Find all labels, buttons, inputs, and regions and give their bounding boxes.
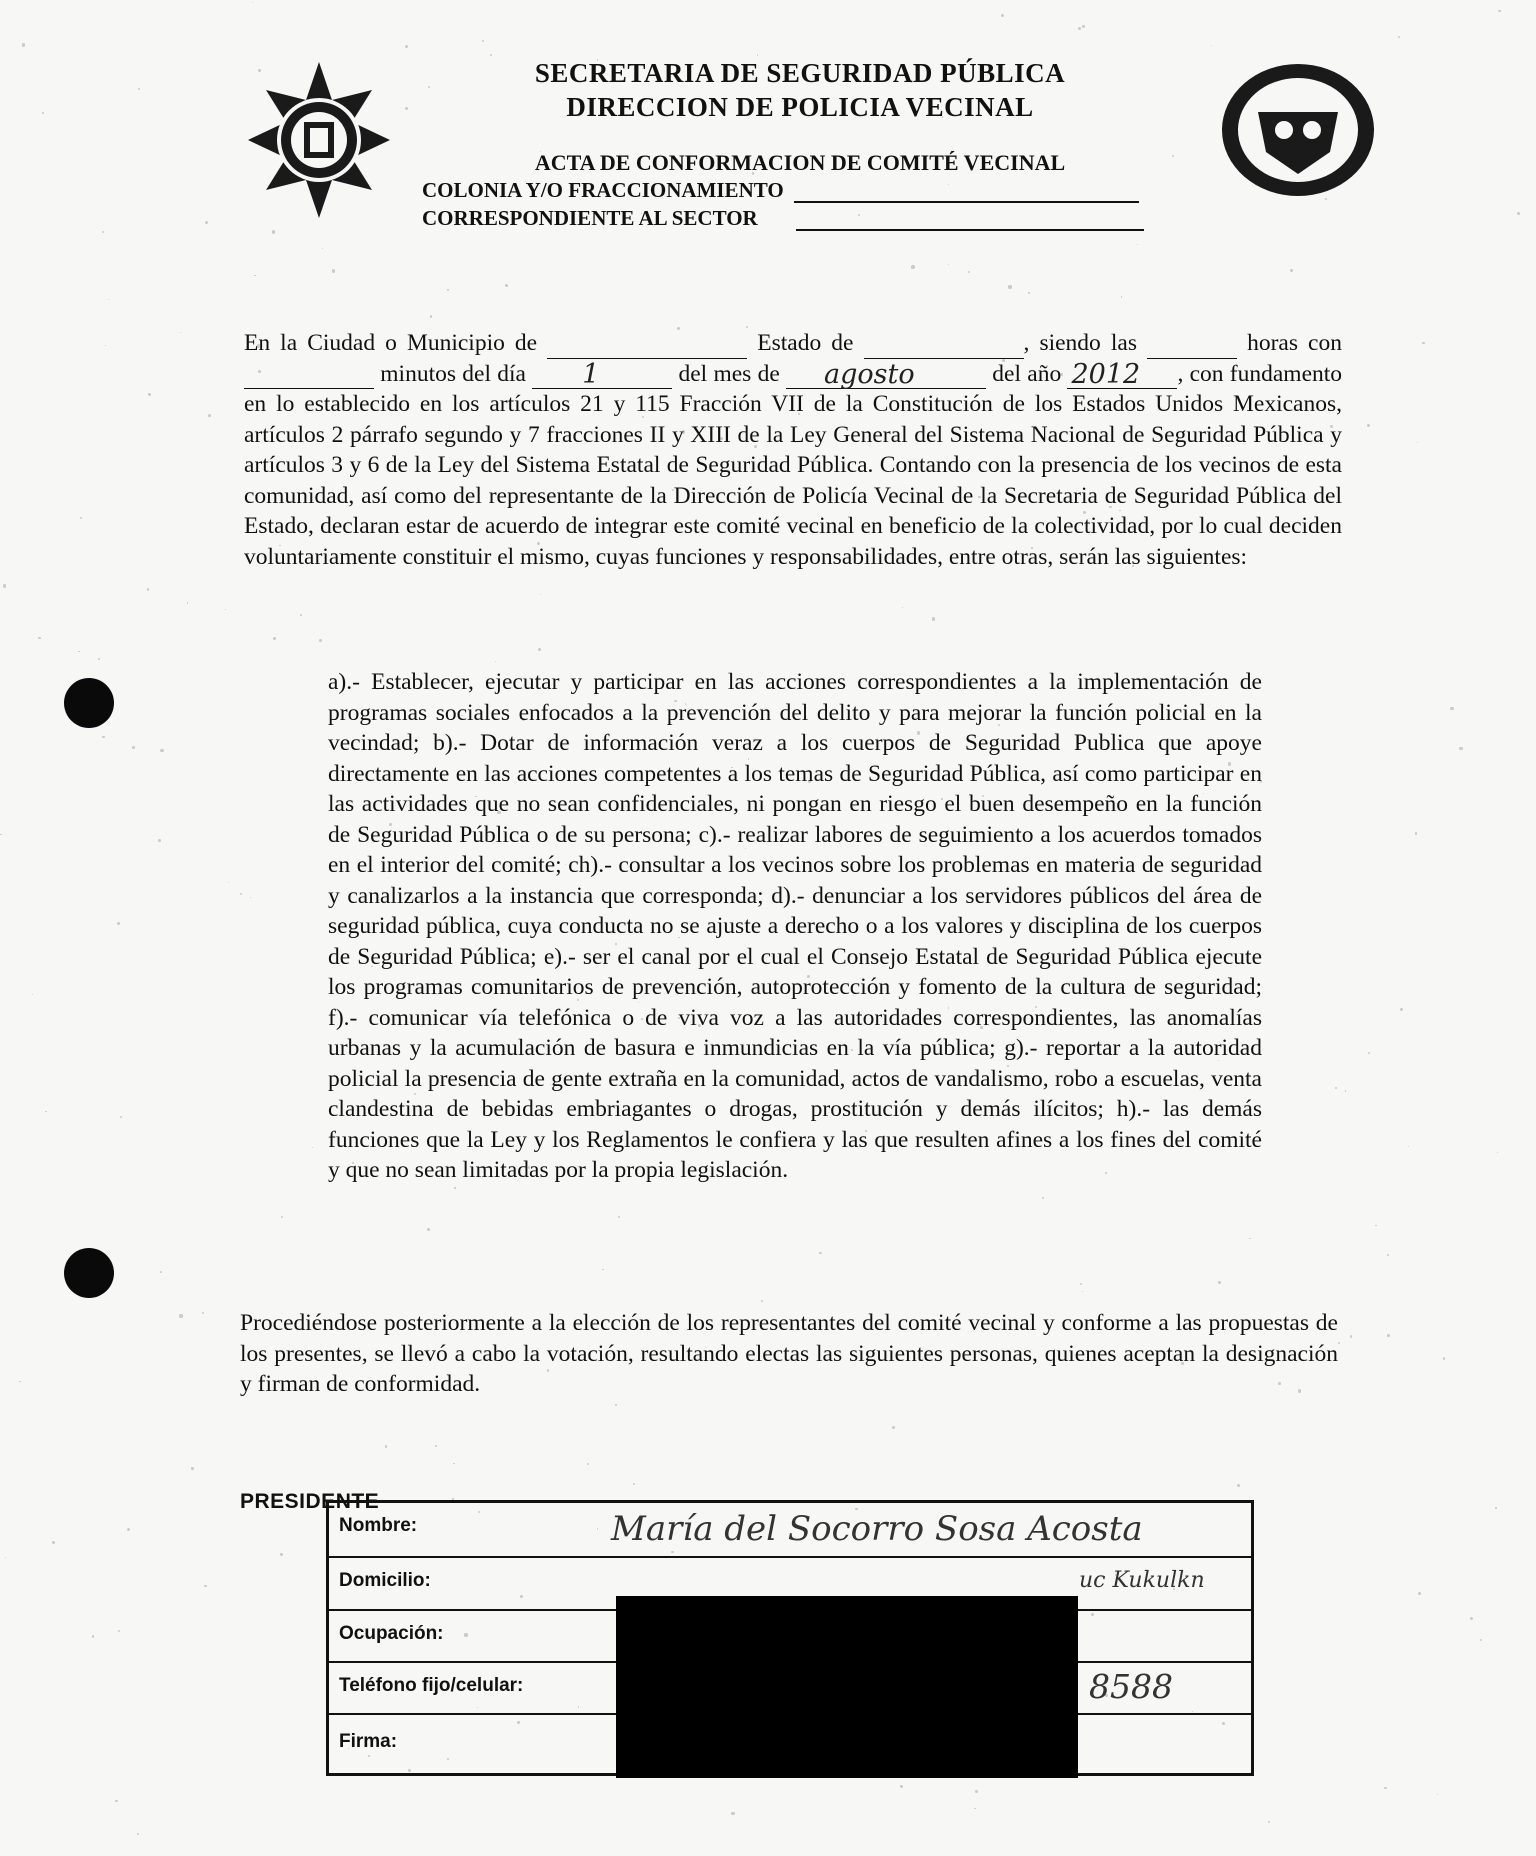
scan-speck [1418,1592,1421,1595]
scan-speck [1028,292,1030,294]
intro-text-4: horas con [1247,330,1342,356]
dia-blank [532,358,672,390]
scan-speck [1480,1639,1482,1641]
sector-field [422,206,1144,231]
punch-hole [64,678,114,728]
scan-speck [1290,269,1293,272]
scan-speck [587,1463,589,1465]
scan-speck [105,345,106,346]
scan-speck [32,994,33,995]
scan-speck [45,1111,47,1113]
scan-speck [1082,25,1085,28]
scan-speck [761,1300,763,1302]
scan-speck [1042,1197,1044,1199]
scan-speck [1398,36,1400,38]
scan-speck [1082,1291,1083,1292]
scan-speck [1335,1087,1337,1089]
intro-text-5: minutos del día [380,360,526,387]
scan-speck [1367,424,1370,427]
scan-speck [1417,442,1418,443]
scan-speck [1415,832,1418,835]
scan-speck [115,1800,117,1802]
scan-speck [52,1541,55,1544]
municipio-blank [547,336,747,359]
scan-speck [1459,747,1462,750]
scan-speck [191,1467,193,1469]
scan-speck [1495,1507,1497,1509]
scan-speck [454,1187,455,1188]
scan-speck [187,602,189,604]
state-seal-emblem-icon [1218,60,1378,200]
scan-speck [102,736,105,739]
scan-speck [615,1404,618,1407]
scan-speck [5,1557,6,1558]
scan-speck [819,1252,821,1254]
header-line-2: DIRECCION DE POLICIA VECINAL [566,92,1034,122]
scan-speck [948,264,950,266]
scan-speck [160,749,163,752]
mes-blank [786,358,986,390]
scan-speck [332,269,335,272]
scan-speck [148,393,151,396]
scan-speck [158,839,161,842]
scan-speck [300,614,302,616]
scan-speck [405,45,408,48]
mes-handwritten: agosto [824,358,915,390]
scan-speck [892,1426,895,1429]
scan-speck [505,284,507,286]
scan-speck [252,2,253,3]
scan-speck [250,897,251,898]
scan-speck [1443,1357,1445,1359]
scan-speck [322,248,323,249]
scan-speck [911,265,914,268]
scan-speck [92,1635,95,1638]
scan-speck [1375,1225,1376,1226]
scan-speck [127,1528,130,1531]
intro-text-1: En la Ciudad o Municipio de [244,330,538,356]
scan-speck [435,1445,437,1447]
scan-speck [427,1228,430,1231]
scan-speck [385,1445,387,1447]
scan-speck [447,289,449,291]
header-title [420,56,1180,124]
scan-speck [3,584,6,587]
scan-speck [974,1808,975,1809]
scan-speck [240,893,242,895]
president-heading: PRESIDENTE [240,1490,380,1513]
scan-speck [281,1216,283,1218]
scan-speck [38,637,41,640]
election-paragraph: Procediéndose posteriormente a la elección de los representantes del comité vecinal y conforme a las propuestas de los presentes, se llevó a cabo la votación, resultando electas las siguientes personas, quienes aceptan la designación y firman de conformidad. [240,1310,1338,1397]
scan-speck [208,414,211,417]
scan-speck [1008,285,1011,288]
scan-speck [228,882,230,884]
dia-handwritten: 1 [582,358,600,390]
scan-speck [1218,1281,1221,1284]
scan-speck [179,1314,182,1317]
hora-blank [1147,336,1237,359]
scan-speck [118,1630,120,1632]
scan-speck [137,1833,139,1835]
scan-speck [1400,1008,1403,1011]
scan-speck [1497,1152,1498,1153]
row-value: María del Socorro Sosa Acosta [611,1509,1143,1549]
colonia-field [422,178,1139,203]
intro-text-7: del año [992,360,1062,387]
scan-speck [902,607,903,608]
row-value: 8588 [1089,1667,1173,1706]
scan-speck [225,609,226,610]
header-line-1: SECRETARIA DE SEGURIDAD PÚBLICA [534,58,1066,88]
punch-hole [64,1248,114,1298]
anio-handwritten: 2012 [1071,358,1141,390]
intro-text-2: Estado de [757,330,854,356]
scan-speck [538,648,541,651]
scan-speck [900,1785,903,1788]
functions-paragraph: a).- Establecer, ejecutar y participar en las acciones correspondientes a la implementación de programas sociales enfocados a la prevención del delito y para mejorar la función policial en la vecindad; b).- Dotar de información veraz a los cuerpos de Seguridad Publica que apoye directamente en las acciones competentes a los temas de Seguridad Pública, así como participar en las actividades que no sean confidenciales, ni pongan en riesgo el buen desempeño en la función de Seguridad Pública o de su persona; c).- realizar labores de seguimiento a los acuerdos tomados en el interior del comité; ch).- consultar a los vecinos sobre los problemas en materia de seguridad y canalizarlos a la instancia que corresponda; d).- denunciar a los servidores públicos del área de seguridad pública, cuya conducta no se ajuste a derecho o a los valores y disciplina de los cuerpos de Seguridad Pública; e).- ser el canal por el cual el Consejo Estatal de Seguridad Pública ejecute los programas comunitarios de prevención, autoprotección y fomento de la cultura de seguridad; f).- comunicar vía telefónica o de viva voz a las autoridades correspondientes, las anomalías urbanas y la acumulación de basura e inmundicias en la vía pública; g).- reportar a la autoridad policial la presencia de gente extraña en la comunidad, actos de vandalismo, robo a escuelas, venta clandestina de bebidas embriagantes o drogas, prostitución y demás ilícitos; h).- las demás funciones que la Ley y los Reglamentos le confiera y las que resulten afines a los fines del comité y que no sean limitadas por la propia legislación. [328,669,1262,1183]
scan-speck [968,271,970,273]
scan-speck [1350,1335,1352,1337]
scan-speck [108,299,109,300]
scan-speck [731,1812,734,1815]
scan-speck [1437,1794,1438,1795]
scan-speck [1237,1484,1240,1487]
scan-speck [204,1585,207,1588]
scan-speck [280,1553,282,1555]
scan-speck [0,834,2,836]
scan-speck [1080,1283,1082,1285]
scan-speck [1211,45,1212,46]
scan-speck [482,40,484,42]
scan-speck [120,1116,122,1118]
scan-speck [205,221,208,224]
scan-speck [78,651,80,653]
scan-speck [319,639,322,642]
scan-speck [1001,14,1004,17]
redaction-block [616,1596,1078,1778]
scan-speck [1387,1334,1390,1337]
scan-speck [405,107,408,110]
scan-speck [202,1312,204,1314]
document-title: ACTA DE CONFORMACION DE COMITÉ VECINAL [534,150,1066,175]
scan-speck [975,1790,978,1793]
scan-speck [272,230,275,233]
scan-speck [495,661,496,662]
row-label: Domicilio: [339,1570,431,1591]
estado-blank [864,336,1024,359]
scan-speck [132,746,135,749]
intro-text-6: del mes de [678,360,780,387]
row-label: Firma: [339,1731,398,1752]
scan-speck [1078,27,1081,30]
minutos-blank [244,366,374,389]
colonia-label: COLONIA Y/O FRACCIONAMIENTO [422,178,784,202]
scan-speck [1338,1342,1340,1344]
scan-speck [633,1483,635,1485]
scan-speck [1387,1254,1389,1256]
scan-speck [19,1381,20,1382]
scan-speck [1450,707,1453,710]
scan-speck [98,658,100,660]
scan-speck [42,112,44,114]
row-label: Teléfono fijo/celular: [339,1675,524,1696]
scan-speck [1368,1052,1370,1054]
scan-speck [160,1271,162,1273]
scan-speck [602,1269,604,1271]
scan-speck [117,922,120,925]
scan-speck [540,594,542,596]
row-value: uc Kukulkn [1079,1568,1205,1593]
intro-paragraph [244,328,1342,572]
colonia-blank [794,183,1139,203]
scan-speck [1121,296,1122,297]
scan-speck [147,588,150,591]
scan-speck [1384,1787,1386,1789]
row-label: Ocupación: [339,1623,444,1644]
anio-blank [1067,358,1177,390]
police-star-emblem-icon [244,60,394,220]
scan-speck [1345,1090,1346,1091]
scan-speck [1249,1238,1250,1239]
scan-speck [1498,10,1501,13]
sector-label: CORRESPONDIENTE AL SECTOR [422,206,758,230]
scan-speck [22,43,25,46]
scan-speck [618,1216,620,1218]
scan-speck [138,88,140,90]
scan-speck [80,517,82,519]
scan-speck [254,275,256,277]
sector-blank [796,211,1144,231]
scan-speck [273,637,276,640]
scan-speck [1470,1617,1473,1620]
intro-text-8: , con fundamento en lo establecido en los artículos 21 y 115 Fracción VII de la Constitución de los Estados Unidos Mexicanos, artículos 2 párrafo segundo y 7 fracciones II y XIII de la Ley General del Sistema Nacional de Seguridad Pública y artículos 3 y 6 de la Ley del Sistema Estatal de Seguridad Pública. Contando con la presencia de los vecinos de esta comunidad, así como del representante de la Dirección de Policía Vecinal de la Secretaria de Seguridad Pública del Estado, declaran estar de acuerdo de integrar este comité vecinal en beneficio de la colectividad, por lo cual deciden voluntariamente constituir el mismo, cuyas funciones y responsabilidades, entre otras, serán las siguientes: [244,360,1343,570]
scan-speck [1268,1821,1270,1823]
row-label: Nombre: [339,1515,418,1536]
scan-speck [453,1463,455,1465]
scan-speck [102,231,104,233]
scan-speck [1137,244,1139,246]
scan-speck [180,332,181,333]
table-row [329,1503,1251,1558]
scan-speck [1517,212,1520,215]
scan-speck [1422,342,1425,345]
scan-speck [312,1147,313,1148]
intro-text-3: , siendo las [1023,330,1137,356]
scan-speck [1408,1146,1409,1147]
scan-speck [430,315,433,318]
scan-speck [932,617,935,620]
